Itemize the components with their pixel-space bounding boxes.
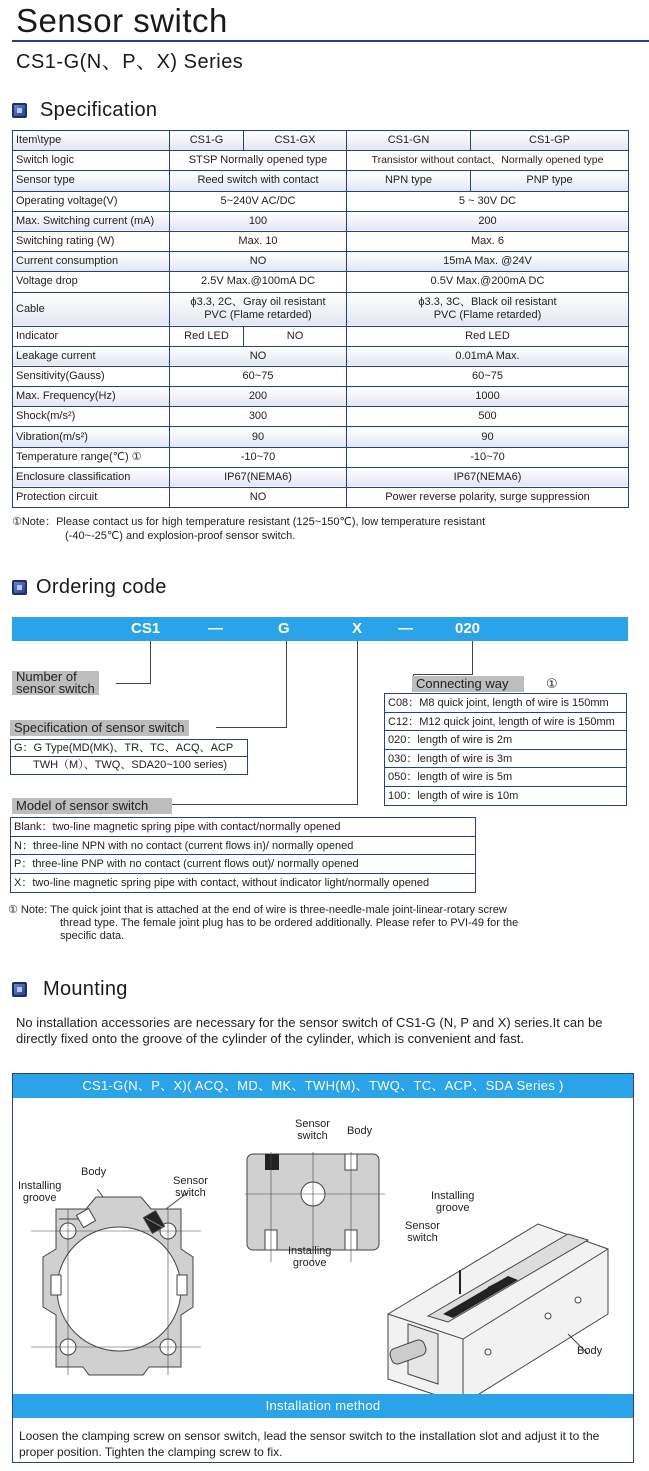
page-title: Sensor switch xyxy=(16,2,228,39)
body-label-middle: Body xyxy=(347,1125,373,1137)
row-label: Operating voltage(V) xyxy=(13,191,170,211)
row-label: Sensor type xyxy=(13,171,170,191)
connecting-way-note-mark: ① xyxy=(546,676,558,691)
table-cell: Reed switch with contact xyxy=(170,171,347,191)
list-item: 050：length of wire is 5m xyxy=(385,768,626,787)
specification-heading xyxy=(12,99,157,122)
table-cell: NO xyxy=(170,488,347,508)
table-cell: ϕ3.3, 3C、Black oil resistant PVC (Flame retarded) xyxy=(347,292,629,326)
installing-groove-label: Installing groove xyxy=(18,1180,62,1204)
table-cell: 5 ~ 30V DC xyxy=(347,191,629,211)
leader-line xyxy=(472,641,473,675)
table-cell: Max. 6 xyxy=(347,231,629,251)
connecting-way-box xyxy=(384,693,627,806)
table-cell: 5~240V AC/DC xyxy=(170,191,347,211)
list-item: N：three-line NPN with no contact (current flows in)/ normally opened xyxy=(11,837,475,856)
table-row xyxy=(13,467,629,487)
list-item: C08：M8 quick joint, length of wire is 150mm xyxy=(385,694,626,713)
installing-groove-label-right: Installing groove xyxy=(431,1190,475,1214)
row-label: Temperature range(℃) ① xyxy=(13,447,170,467)
table-cell: 90 xyxy=(347,427,629,447)
table-cell: 60~75 xyxy=(170,366,347,386)
table-cell: Power reverse polarity, surge suppression xyxy=(347,488,629,508)
table-cell: CS1-GX xyxy=(244,131,347,151)
leader-line xyxy=(216,727,287,728)
table-cell: 90 xyxy=(170,427,347,447)
ordering-code-bar xyxy=(12,617,628,641)
table-cell: Red LED xyxy=(170,326,244,346)
ordering-title: Ordering code xyxy=(36,576,167,598)
row-label: Voltage drop xyxy=(13,272,170,292)
end-cover-drawing xyxy=(31,1189,201,1379)
table-cell: 200 xyxy=(170,387,347,407)
table-row xyxy=(13,366,629,386)
note-line: specific data. xyxy=(60,930,125,942)
table-row xyxy=(13,346,629,366)
table-cell: ϕ3.3, 2C、Gray oil resistant PVC (Flame retarded) xyxy=(170,292,347,326)
table-row xyxy=(13,231,629,251)
table-cell: 300 xyxy=(170,407,347,427)
table-cell: CS1-GP xyxy=(471,131,629,151)
table-row xyxy=(13,326,629,346)
row-label: Max. Frequency(Hz) xyxy=(13,387,170,407)
table-cell: PNP type xyxy=(471,171,629,191)
specification-table xyxy=(12,130,629,508)
list-item: TWH（M）、TWQ、SDA20~100 series) xyxy=(33,759,228,771)
row-label: Max. Switching current (mA) xyxy=(13,211,170,231)
title-divider xyxy=(12,40,649,42)
leader-line xyxy=(172,804,358,805)
table-row xyxy=(13,151,629,171)
mounting-frame xyxy=(12,1073,634,1463)
table-row xyxy=(13,292,629,326)
leader-line xyxy=(357,641,358,805)
table-cell: -10~70 xyxy=(170,447,347,467)
page-subtitle: CS1-G(N、P、X) Series xyxy=(16,51,244,73)
table-cell: CS1-GN xyxy=(347,131,471,151)
code-dash: — xyxy=(398,620,413,637)
code-spec: G xyxy=(278,620,290,637)
table-cell: CS1-G xyxy=(170,131,244,151)
table-cell: NO xyxy=(170,346,347,366)
table-row xyxy=(13,447,629,467)
specification-note xyxy=(12,515,485,543)
mounting-heading xyxy=(12,978,128,1001)
row-label: Enclosure classification xyxy=(13,467,170,487)
installation-method-band: Installation method xyxy=(13,1394,633,1418)
row-label: Leakage current xyxy=(13,346,170,366)
table-row xyxy=(13,407,629,427)
table-cell: 15mA Max. @24V xyxy=(347,252,629,272)
square-bullet-icon xyxy=(12,103,27,118)
table-cell: Max. 10 xyxy=(170,231,347,251)
table-cell: 0.01mA Max. xyxy=(347,346,629,366)
table-cell: -10~70 xyxy=(347,447,629,467)
square-bullet-icon xyxy=(12,982,27,997)
model-of-switch-label: Model of sensor switch xyxy=(12,798,172,814)
table-cell: IP67(NEMA6) xyxy=(170,467,347,487)
list-item: 030：length of wire is 3m xyxy=(385,750,626,769)
row-label: Cable xyxy=(13,292,170,326)
table-row xyxy=(13,427,629,447)
row-label: Vibration(m/s²) xyxy=(13,427,170,447)
row-label: Protection circuit xyxy=(13,488,170,508)
model-options-box xyxy=(10,817,476,893)
leader-line xyxy=(116,683,151,684)
leader-line xyxy=(286,641,287,728)
row-label: Switch logic xyxy=(13,151,170,171)
row-label: Switching rating (W) xyxy=(13,231,170,251)
row-label: Sensitivity(Gauss) xyxy=(13,366,170,386)
note-line: ①Note：Please contact us for high temperature resistant (125~150℃), low temperature resistant xyxy=(12,516,486,528)
code-connecting: 020 xyxy=(455,620,481,637)
spec-options-box xyxy=(10,739,248,775)
table-cell: 200 xyxy=(347,211,629,231)
table-cell: NO xyxy=(170,252,347,272)
table-cell: 100 xyxy=(170,211,347,231)
sensor-switch-label: Sensor switch xyxy=(173,1175,208,1199)
leader-line xyxy=(150,641,151,683)
table-row xyxy=(13,387,629,407)
body-label: Body xyxy=(81,1166,107,1178)
sensor-switch-label-right: Sensor switch xyxy=(405,1220,440,1244)
table-row xyxy=(13,171,629,191)
list-item: P：three-line PNP with no contact (current flows out)/ normally opened xyxy=(11,855,475,874)
installation-method-text: Loosen the clamping screw on sensor switch, lead the sensor switch to the installation slot and adjust it to the proper position. Tighten the clamping screw to fix. xyxy=(19,1429,600,1459)
table-cell: 60~75 xyxy=(347,366,629,386)
table-row xyxy=(13,488,629,508)
leader-line xyxy=(413,674,473,675)
body-label-right: Body xyxy=(577,1345,603,1357)
installing-groove-label-middle: Installing groove xyxy=(288,1245,332,1269)
table-cell: 0.5V Max.@200mA DC xyxy=(347,272,629,292)
mounting-title: Mounting xyxy=(43,978,128,1000)
sensor-switch-label-middle: Sensor switch xyxy=(295,1118,330,1142)
note-line: ① Note: The quick joint that is attached at the end of wire is three-needle-male joint-linear-rotary screw xyxy=(8,904,507,916)
table-row xyxy=(13,272,629,292)
list-item: C12：M12 quick joint, length of wire is 150mm xyxy=(385,713,626,732)
note-line: (-40~-25℃) and explosion-proof sensor switch. xyxy=(65,530,296,542)
row-label: Current consumption xyxy=(13,252,170,272)
table-cell: 1000 xyxy=(347,387,629,407)
table-row xyxy=(13,131,629,151)
mounting-intro: No installation accessories are necessary for the sensor switch of CS1-G (N, P and X) series.It can be directly fixed onto the groove of the cylinder of the cylinder, which is convenient and fast. xyxy=(16,1015,603,1046)
list-item: 100：length of wire is 10m xyxy=(388,789,519,802)
list-item: X：two-line magnetic spring pipe with contact, without indicator light/normally opened xyxy=(14,876,430,889)
square-bullet-icon xyxy=(12,580,27,595)
table-cell: NO xyxy=(244,326,347,346)
table-cell: 500 xyxy=(347,407,629,427)
table-cell: IP67(NEMA6) xyxy=(347,467,629,487)
list-item: 020：length of wire is 2m xyxy=(385,731,626,750)
code-model: X xyxy=(352,620,363,637)
table-cell: Red LED xyxy=(347,326,629,346)
number-of-switch-label: Number of sensor switch xyxy=(12,671,99,695)
ordering-note xyxy=(8,904,518,943)
row-label: Item\type xyxy=(13,131,170,151)
connecting-way-label: Connecting way xyxy=(412,676,524,692)
ordering-heading xyxy=(12,576,167,599)
row-label: Shock(m/s²) xyxy=(13,407,170,427)
table-cell: STSP Normally opened type xyxy=(170,151,347,171)
code-dash: — xyxy=(208,620,223,637)
table-cell: NPN type xyxy=(347,171,471,191)
mounting-band-title: CS1-G(N、P、X)( ACQ、MD、MK、TWH(M)、TWQ、TC、ACP、SDA Series ) xyxy=(13,1074,633,1098)
table-cell: 2.5V Max.@100mA DC xyxy=(170,272,347,292)
list-item: Blank：two-line magnetic spring pipe with contact/normally opened xyxy=(11,818,475,837)
table-row xyxy=(13,211,629,231)
table-row xyxy=(13,252,629,272)
spec-of-switch-label: Specification of sensor switch xyxy=(10,720,189,736)
table-row xyxy=(13,191,629,211)
list-item: G：G Type(MD(MK)、TR、TC、ACQ、ACP xyxy=(11,740,247,757)
code-series: CS1 xyxy=(131,620,161,637)
specification-title: Specification xyxy=(40,99,158,121)
note-line: thread type. The female joint plug has to be ordered additionally. Please refer to PVI-49 for the xyxy=(60,917,519,929)
row-label: Indicator xyxy=(13,326,170,346)
table-cell: Transistor without contact、Normally opened type xyxy=(347,151,629,171)
